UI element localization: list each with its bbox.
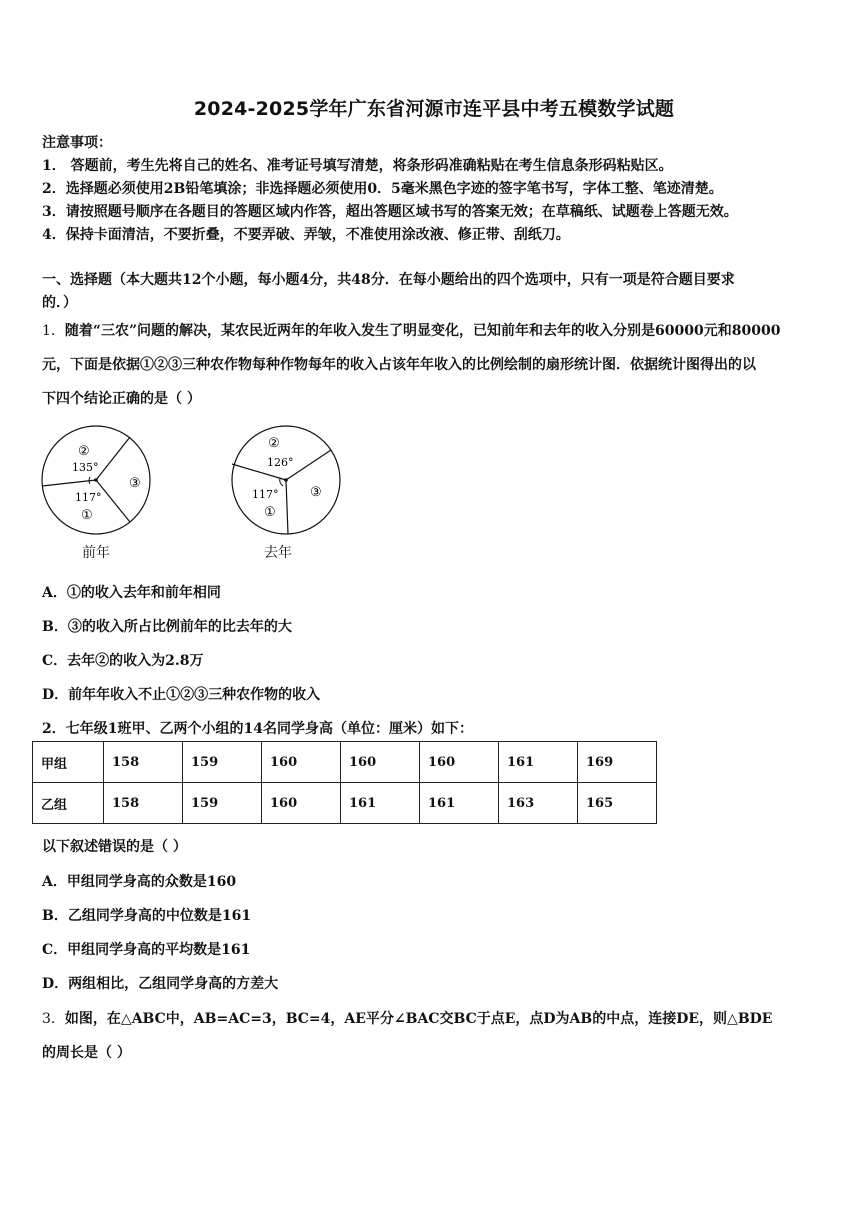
table-cell: 160 xyxy=(262,783,341,824)
table-cell: 161 xyxy=(499,742,578,783)
table-cell: 159 xyxy=(183,783,262,824)
pie-center xyxy=(284,478,288,482)
table-cell: 159 xyxy=(183,742,262,783)
sector-label-2: ② xyxy=(78,444,90,459)
table-cell: 160 xyxy=(420,742,499,783)
section-heading-line-2: 的．） xyxy=(42,295,77,311)
pie-chart-qunian xyxy=(226,420,346,540)
q2-after-table: 以下叙述错误的是（ ） xyxy=(42,839,187,855)
sector-label-3: ③ xyxy=(310,485,322,500)
angle-label-2: 126° xyxy=(267,456,294,469)
section-heading-line-1: 一、选择题（本大题共12个小题，每小题4分，共48分．在每小题给出的四个选项中，只有一项是符合题目要求 xyxy=(42,272,735,288)
table-cell: 160 xyxy=(341,742,420,783)
angle-label-2: 135° xyxy=(72,461,99,474)
q1-stem-line-2: 元，下面是依据①②③三种农作物每种作物每年的收入占该年年收入的比例绘制的扇形统计图．依据统计图得出的以 xyxy=(42,357,756,373)
q1-text-1: 随着“三农”问题的解决，某农民近两年的年收入发生了明显变化，已知前年和去年的收入分别是60000元和80000 xyxy=(64,323,781,339)
notice-item-2: 2．选择题必须使用2B铅笔填涂；非选择题必须使用0．5毫米黑色字迹的签字笔书写，字体工整、笔迹清楚。 xyxy=(42,181,723,197)
sector-label-2: ② xyxy=(268,436,280,451)
pie-radius-1-3 xyxy=(286,480,288,534)
sector-label-3: ③ xyxy=(129,476,141,491)
q1-option-b[interactable]: B．③的收入所占比例前年的比去年的大 xyxy=(42,619,292,635)
table-cell: 161 xyxy=(341,783,420,824)
q1-number: 1． xyxy=(42,323,65,339)
notice-item-3: 3．请按照题号顺序在各题目的答题区域内作答，超出答题区域书写的答案无效；在草稿纸、试题卷上答题无效。 xyxy=(42,204,738,220)
pie-caption-qunian: 去年 xyxy=(264,545,292,561)
q1-option-a[interactable]: A．①的收入去年和前年相同 xyxy=(42,585,221,601)
angle-label-1: 117° xyxy=(75,491,102,504)
q2-stem: 2．七年级1班甲、乙两个小组的14名同学身高（单位：厘米）如下： xyxy=(42,721,473,737)
table-cell: 161 xyxy=(420,783,499,824)
pie-radius-2-3 xyxy=(96,437,130,480)
table-cell: 158 xyxy=(104,742,183,783)
sector-label-1: ① xyxy=(81,508,93,523)
table-cell: 169 xyxy=(578,742,657,783)
q2-option-d[interactable]: D．两组相比，乙组同学身高的方差大 xyxy=(42,976,279,992)
q3-text-1: 如图，在△ABC中，AB=AC=3，BC=4，AE平分∠BAC交BC于点E，点D为AB的中点，连接DE，则△BDE xyxy=(64,1011,773,1027)
table-cell: 165 xyxy=(578,783,657,824)
page-title: 2024-2025学年广东省河源市连平县中考五模数学试题 xyxy=(193,98,675,120)
q2-option-a[interactable]: A．甲组同学身高的众数是160 xyxy=(42,874,237,890)
table-cell: 163 xyxy=(499,783,578,824)
q3-stem-line-1 xyxy=(42,1008,772,1028)
q2-option-b[interactable]: B．乙组同学身高的中位数是161 xyxy=(42,908,252,924)
notice-item-4: 4．保持卡面清洁，不要折叠，不要弄破、弄皱，不准使用涂改液、修正带、刮纸刀。 xyxy=(42,227,570,243)
q3-stem-line-2: 的周长是（ ） xyxy=(42,1045,131,1061)
pie-center xyxy=(94,478,98,482)
row-label-yi: 乙组 xyxy=(33,783,104,824)
height-table xyxy=(32,741,657,824)
q1-option-d[interactable]: D．前年年收入不止①②③三种农作物的收入 xyxy=(42,687,321,703)
pie-chart-qiannian xyxy=(36,420,156,540)
angle-label-1: 117° xyxy=(252,488,279,501)
notice-item-1: 1． 答题前，考生先将自己的姓名、准考证号填写清楚，将条形码准确粘贴在考生信息条形码粘贴区。 xyxy=(42,158,673,174)
table-row-yi xyxy=(33,783,657,824)
pie-radius-1-2 xyxy=(42,480,96,486)
table-cell: 160 xyxy=(262,742,341,783)
row-label-jia: 甲组 xyxy=(33,742,104,783)
q1-stem-line-1 xyxy=(42,320,780,340)
notice-heading: 注意事项： xyxy=(42,135,112,151)
q1-option-c[interactable]: C．去年②的收入为2.8万 xyxy=(42,653,204,669)
table-row-jia xyxy=(33,742,657,783)
table-cell: 158 xyxy=(104,783,183,824)
pie-caption-qiannian: 前年 xyxy=(82,545,110,561)
sector-label-1: ① xyxy=(264,505,276,520)
q2-option-c[interactable]: C．甲组同学身高的平均数是161 xyxy=(42,942,251,958)
q1-stem-line-3: 下四个结论正确的是（ ） xyxy=(42,391,201,407)
q3-number: 3． xyxy=(42,1011,65,1027)
